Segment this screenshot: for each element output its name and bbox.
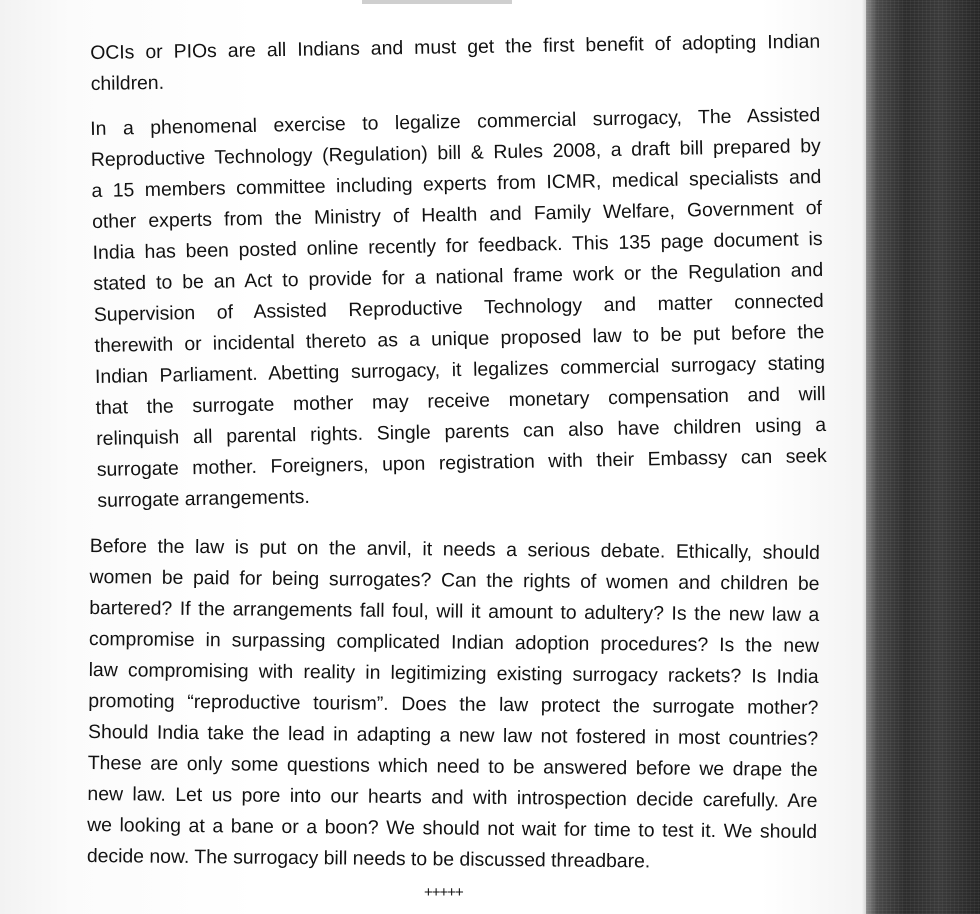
page-body-text (86, 30, 827, 873)
paragraph-art-bill (90, 100, 828, 517)
text-line: Indian Parliament. Abetting surrogacy, it legalizes commercial surrogacy stating (94, 351, 826, 388)
text-line: a 15 members committee including experts from ICMR, medical specialists and (91, 165, 822, 202)
text-line: Supervision of Assisted Reproductive Technology and matter connected (93, 289, 824, 326)
text-line: other experts from the Ministry of Health and Family Welfare, Government of (91, 196, 823, 233)
text-line: stated to be an Act to provide for a national frame work or the Regulation and (93, 258, 824, 295)
end-mark: +++++ (424, 884, 463, 901)
text-line: India has been posted online recently for feedback. This 135 page document is (92, 227, 823, 264)
text-line: Should India take the lead in adapting a new law not fostered in most countries? (87, 720, 819, 750)
text-line: that the surrogate mother may receive monetary compensation and will (95, 382, 826, 419)
text-line: OCIs or PIOs are all Indians and must get the first benefit of adopting Indian (90, 30, 821, 64)
text-line: bartered? If the arrangements fall foul, will it amount to adultery? Is the new law a (89, 596, 820, 627)
text-line: Before the law is put on the anvil, it needs a serious debate. Ethically, should (89, 534, 820, 565)
paragraph-debate (87, 531, 820, 879)
text-line: children. (90, 71, 165, 95)
text-line: These are only some questions which need to be answered before we drape the (87, 751, 818, 781)
paragraph-oci-pio (90, 27, 821, 100)
text-line: In a phenomenal exercise to legalize commercial surrogacy, The Assisted (90, 103, 821, 140)
text-line: decide now. The surrogacy bill needs to be discussed threadbare. (86, 844, 651, 873)
text-line: promoting “reproductive tourism”. Does the law protect the surrogate mother? (88, 689, 819, 719)
text-line: compromise in surpassing complicated Indian adoption procedures? Is the new (88, 627, 820, 658)
text-line: therewith or incidental thereto as a unique proposed law to be put before the (94, 320, 825, 357)
text-line: women be paid for being surrogates? Can the rights of women and children be (89, 565, 820, 596)
text-line: surrogate arrangements. (97, 485, 310, 512)
text-line: new law. Let us pore into our hearts and with introspection decide carefully. Are (87, 782, 818, 812)
page-top-mark (362, 0, 512, 4)
text-line: relinquish all parental rights. Single parents can also have children using a (96, 413, 827, 450)
text-line: law compromising with reality in legitimizing existing surrogacy rackets? Is India (88, 658, 819, 689)
text-line: we looking at a bane or a boon? We should not wait for time to test it. We should (87, 813, 818, 843)
text-line: surrogate mother. Foreigners, upon registration with their Embassy can seek (96, 444, 827, 481)
book-binding (866, 0, 980, 914)
text-line: Reproductive Technology (Regulation) bill & Rules 2008, a draft bill prepared by (90, 134, 821, 171)
